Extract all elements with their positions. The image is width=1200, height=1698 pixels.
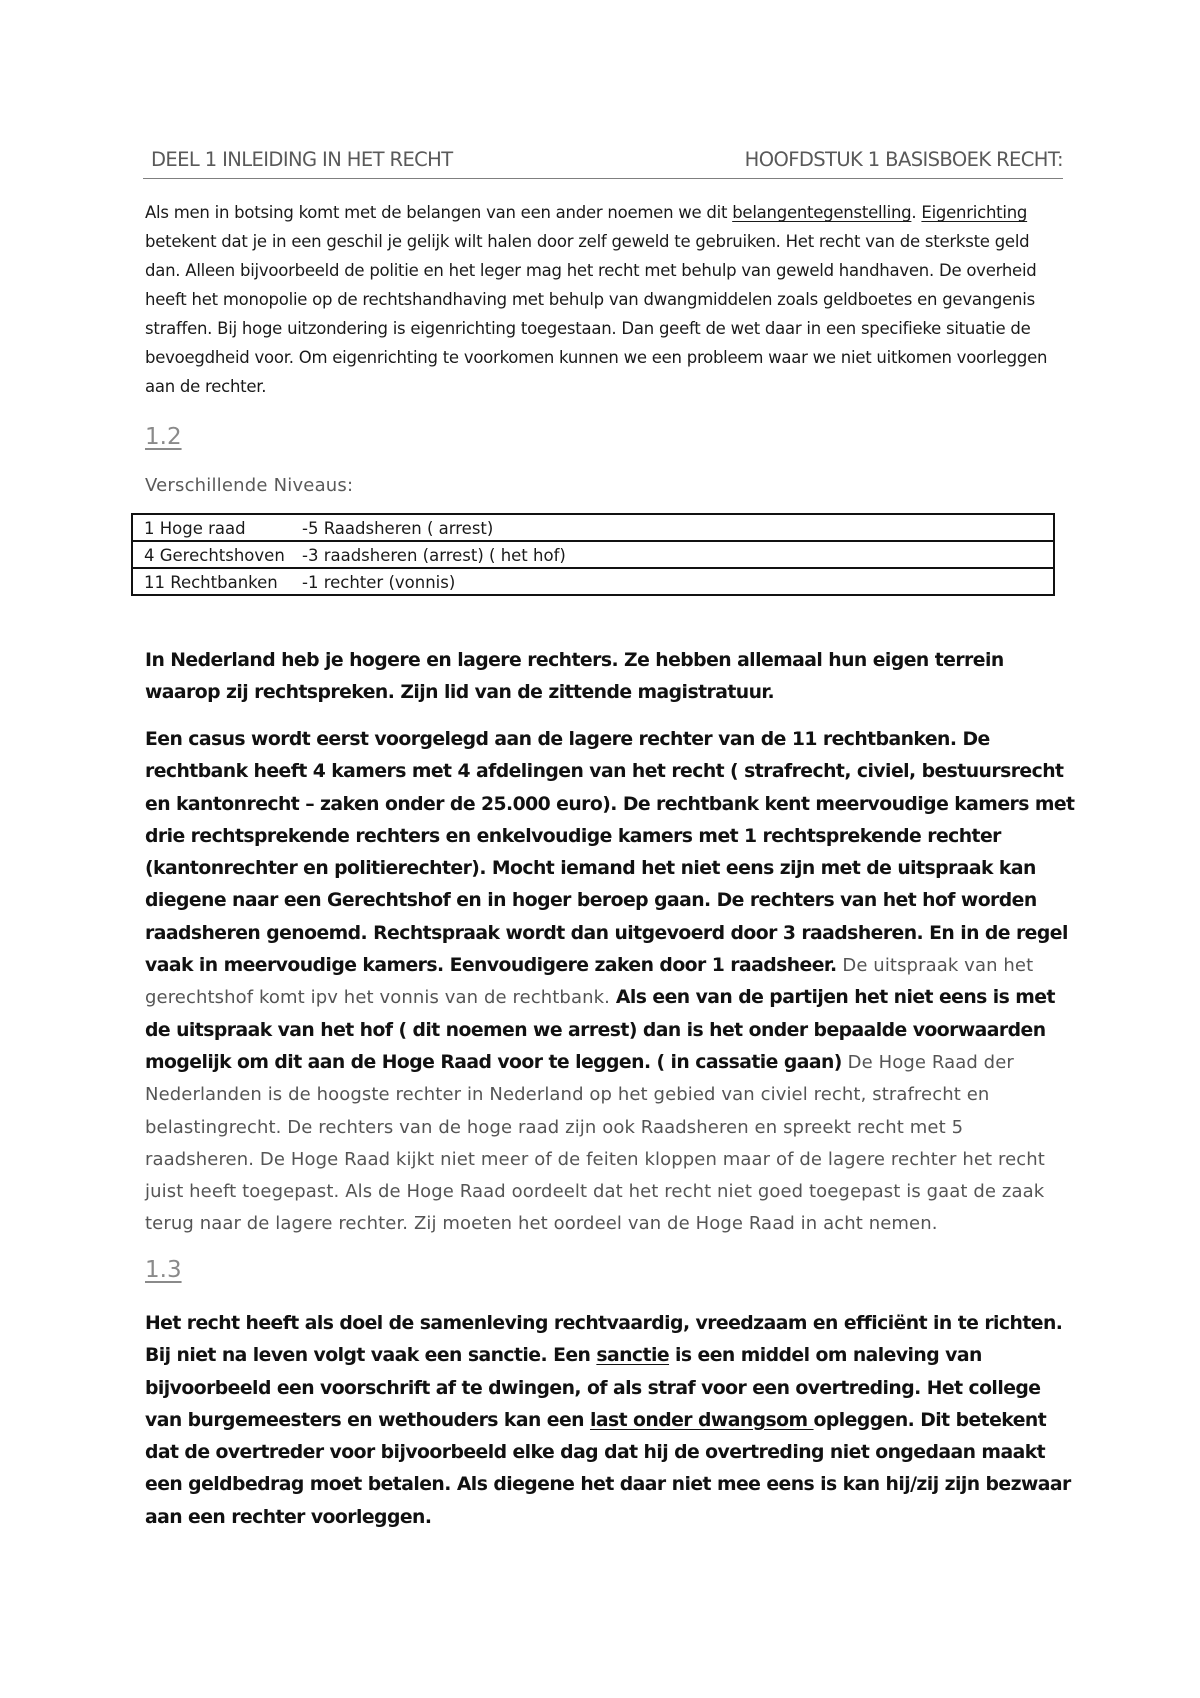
court-name: 11 Rechtbanken <box>144 572 278 592</box>
court-judges: -5 Raadsheren ( arrest) <box>302 518 494 538</box>
paragraph-sanctie <box>145 1308 1075 1534</box>
court-judges: -3 raadsheren (arrest) ( het hof) <box>302 545 566 565</box>
casus-bold-b: Als een van de partijen het niet eens is met de uitspraak van het hof ( dit noemen we arrest) dan is het onder bepaalde voorwaarden mogelijk om dit aan de Hoge Raad voor te leggen. ( in cassatie gaan) <box>145 987 1055 1073</box>
section-heading-1-3: 1.3 <box>145 1257 182 1283</box>
paragraph-rechters-text: In Nederland heb je hogere en lagere rechters. Ze hebben allemaal hun eigen terrein waarop zij rechtspreken. Zijn lid van de zittende magistratuur. <box>145 650 1004 704</box>
table-row <box>132 514 1054 541</box>
term-sanctie: sanctie <box>596 1345 670 1367</box>
header-part-title: DEEL 1 INLEIDING IN HET RECHT <box>151 148 453 171</box>
paragraph-casus <box>145 724 1075 1241</box>
court-name: 4 Gerechtshoven <box>144 545 285 565</box>
section-heading-1-2: 1.2 <box>145 424 182 450</box>
term-belangentegenstelling: belangentegenstelling <box>732 203 912 222</box>
term-last-onder-dwangsom: last onder dwangsom <box>589 1409 814 1431</box>
casus-gray-b: De Hoge Raad der Nederlanden is de hoogste rechter in Nederland op het gebied van civiel recht, strafrecht en belastingrecht. De rechters van de hoge raad zijn ook Raadsheren en spreekt recht met 5 raadsheren. De Hoge Raad kijkt niet meer of de feiten kloppen maar of de lagere rechter het recht juist heeft toegepast. Als de Hoge Raad oordeelt dat het recht niet goed toegepast is gaat de zaak terug naar de lagere rechter. Zij moeten het oordeel van de Hoge Raad in acht nemen. <box>145 1051 1045 1235</box>
header-chapter-title: HOOFDSTUK 1 BASISBOEK RECHT: <box>744 148 1063 171</box>
intro-after-term: . <box>911 203 917 222</box>
paragraph-rechters <box>145 645 1075 710</box>
casus-bold-a: Een casus wordt eerst voorgelegd aan de lagere rechter van de 11 rechtbanken. De rechtbank heeft 4 kamers met 4 afdelingen van het recht ( strafrecht, civiel, bestuursrecht en kantonrecht – zaken onder de 25.000 euro). De rechtbank kent meervoudige kamers met drie rechtsprekende rechters en enkelvoudige kamers met 1 rechtsprekende rechter (kantonrechter en politierechter). Mocht iemand het niet eens zijn met de uitspraak kan diegene naar een Gerechtshof en in hoger beroep gaan. De rechters van het hof worden raadsheren genoemd. Rechtspraak wordt dan uitgevoerd door 3 raadsheren. En in de regel vaak in meervoudige kamers. Eenvoudigere zaken door 1 raadsheer. <box>145 729 1075 977</box>
intro-rest: betekent dat je in een geschil je gelijk wilt halen door zelf geweld te gebruiken. Het recht van de sterkste geld dan. Alleen bijvoorbeeld de politie en het leger mag het recht met behulp van geweld handhaven. De overheid heeft het monopolie op de rechtshandhaving met behulp van dwangmiddelen zoals geldboetes en gevangenis straffen. Bij hoge uitzondering is eigenrichting toegestaan. Dan geeft de wet daar in een specifieke situatie de bevoegdheid voor. Om eigenrichting te voorkomen kunnen we een probleem waar we niet uitkomen voorleggen aan de rechter. <box>145 232 1048 396</box>
intro-paragraph <box>145 198 1065 401</box>
page-header <box>143 148 1063 179</box>
sanctie-a: Het recht heeft als doel de samenleving rechtvaardig, vreedzaam en efficiënt in te richten. Bij niet na leven volgt vaak een sanctie. Een <box>145 1313 1063 1367</box>
term-eigenrichting: Eigenrichting <box>921 203 1028 222</box>
intro-lead: Als men in botsing komt met de belangen van een ander noemen we dit <box>145 203 733 222</box>
court-judges: -1 rechter (vonnis) <box>302 572 456 592</box>
table-row <box>132 568 1054 595</box>
sanctie-c: opleggen. Dit betekent dat de overtreder voor bijvoorbeeld elke dag dat hij de overtreding niet ongedaan maakt een geldbedrag moet betalen. Als diegene het daar niet mee eens is kan hij/zij zijn bezwaar aan een rechter voorleggen. <box>145 1409 1071 1528</box>
table-row <box>132 541 1054 568</box>
casus-gray-a: De uitspraak van het gerechtshof komt ipv het vonnis van de rechtbank. <box>145 955 1034 1009</box>
court-levels-table <box>131 513 1055 596</box>
court-name: 1 Hoge raad <box>144 518 246 538</box>
sanctie-b: is een middel om naleving van bijvoorbeeld een voorschrift af te dwingen, of als straf voor een overtreding. Het college van burgemeesters en wethouders kan een <box>145 1345 1041 1431</box>
niveaus-label: Verschillende Niveaus: <box>145 475 354 496</box>
